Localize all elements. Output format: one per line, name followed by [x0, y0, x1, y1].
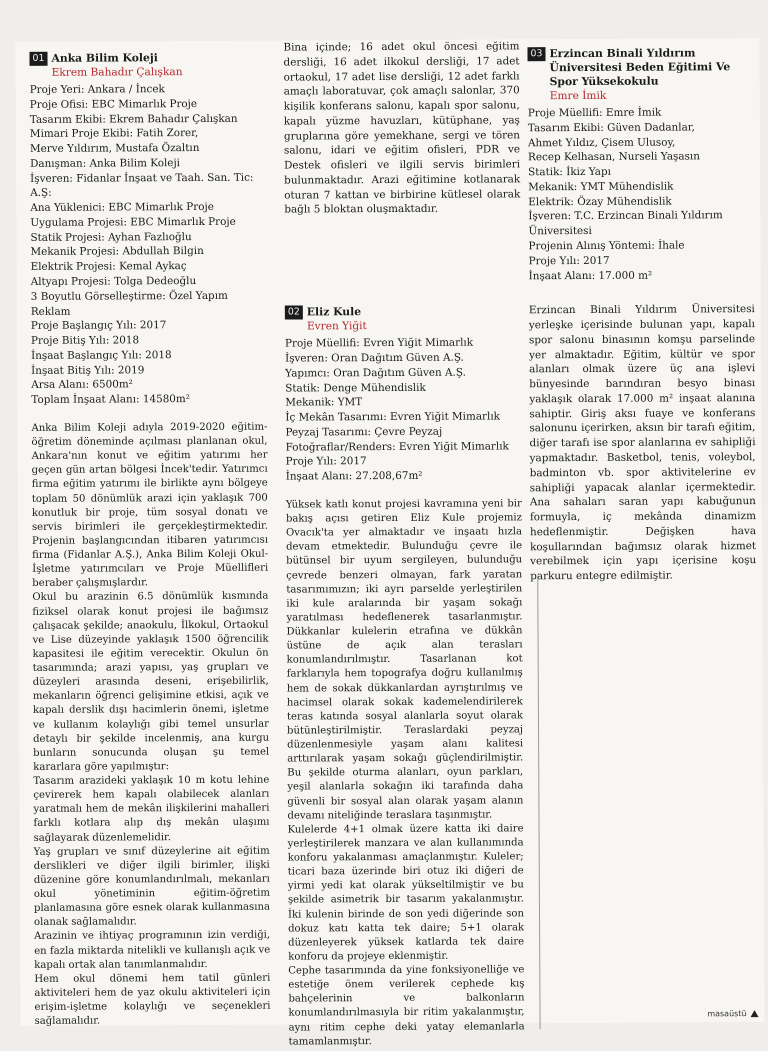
credit-line: Uygulama Projesi: EBC Mimarlık Proje [30, 215, 236, 229]
credit-line: Statik: İkiz Yapı [528, 166, 611, 179]
credit-line: Yapımcı: Oran Dağıtım Güven A.Ş. [285, 366, 466, 380]
credit-line: Tasarım Ekibi: Ekrem Bahadır Çalışkan [29, 112, 238, 126]
project-title: Anka Bilim Koleji [51, 51, 158, 65]
project-03-body [529, 302, 756, 584]
project-03-header [527, 46, 753, 89]
credit-line: Toplam İnşaat Alanı: 14580m² [31, 393, 190, 407]
credit-line: İşveren: T.C. Erzincan Binali Yıldırım Üniversitesi [528, 209, 723, 238]
project-number-badge: 02 [285, 306, 303, 320]
body-paragraph: Yüksek katlı konut projesi kavramına yeni bir bakış açısı getiren Eliz Kule projemiz Ovacık'ta yer almaktadır ve inşaatı hızla devam etmektedir. Bulunduğu çevre ile bütünsel bir uyum sergileyen, bulunduğu çevrede benzeri olmayan, fark yaratan tasarımımızın; iki ayrı parselde yerleştirilen iki kule aralarında bir yaşam sokağı yaratılması hedeflenerek tasarlanmıştır. Dükkanlar kulelerin etrafına ve dükkân üstüne de açık alan terasları konumlandırılmıştır. Tasarlanan kot farklarıyla hem topografya doğru kullanılmış hem de sokak dükkanlardan ayrıştırılmış ve hacimsel olarak sokak kademelendirilerek teras katında sosyal alanlarla soyut olarak bütünleştirilmiştir. Teraslardaki peyzaj düzenlenmesiyle yaşam alanı kalitesi arttırılarak yaşam sokağı güçlendirilmiştir. Bu şekilde oturma alanları, oyun parkları, yeşil alanlarla sokağın iki tarafında daha güvenli bir sosyal alan olarak yaşam alanın devamı niteliğinde teraslara taşınmıştır. [285, 498, 524, 822]
credit-line: İşveren: Oran Dağıtım Güven A.Ş. [285, 351, 464, 365]
credit-line: Proje Müellifi: Emre İmik [527, 106, 662, 120]
body-paragraph: Cephe tasarımında da yine fonksiyonelliğe ve estetiğe önem verilerek cephede kış bahçelerinin ve balkonların konumlandırılmasıyla bir ritim yakalanmıştır, aynı ritim cephe deki yatay elemanlarla tamamlanmıştır. [288, 964, 525, 1048]
project-03-credits [528, 105, 755, 283]
project-number-badge: 01 [29, 52, 47, 66]
credit-line: Statik: Denge Mühendislik [285, 381, 426, 395]
project-author: Ekrem Bahadır Çalışkan [51, 66, 183, 79]
credit-line: Proje Bitiş Yılı: 2018 [30, 334, 140, 347]
credit-line: Recep Kelhasan, Nurseli Yaşasın [528, 150, 700, 164]
body-paragraph: Tasarım arazideki yaklaşık 10 m kotu lehine çevirerek hem kapalı olabilecek alanları yaratmalı hem de mekân ilişkilerini mahalleri farklı kotlara alıp dış mekân ulaşımı sağlayarak düzenlemelidir. [33, 774, 270, 844]
project-title: Erzincan Binali Yıldırım Üniversitesi Beden Eğitimi Ve Spor Yüksekokulu [549, 46, 731, 89]
credit-line: 3 Boyutlu Görselleştirme: Özel Yapım Reklam [30, 289, 228, 318]
credit-line: Ahmet Yıldız, Çisem Ulusoy, [527, 136, 676, 149]
column-right [527, 46, 756, 584]
project-01-credits [30, 82, 268, 408]
credit-line: İç Mekân Tasarımı: Evren Yiğit Mimarlık [285, 410, 500, 424]
credit-line: Statik Projesi: Ayhan Fazlıoğlu [30, 230, 192, 244]
credit-line: Tasarım Ekibi: Güven Dadanlar, [527, 121, 695, 135]
body-paragraph: Erzincan Binali Yıldırım Üniversitesi yerleşke içerisinde bulunan yapı, kapalı spor salonu binasının komşu parselinde yer almaktadır. Eğitim, kültür ve spor alanları olmak üzere üç ana işlevi bünyesinde barındıran besyo binası yaklaşık olarak 17.000 m² inşaat alanına sahiptir. Giriş aksı fuaye ve konferans salonunu içerirken, aksın bir tarafı eğitim, diğer tarafı ise spor alanlarına ev sahipliği yapmaktadır. Basketbol, tenis, voleybol, badminton vb. spor aktivitelerine ev sahipliği yapacak alanlar içermektedir. Ana sahaları saran yapı kabuğunun formuyla, iç mekânda dinamizm hedeflenmiştir. Değişken hava koşullarından bağımsız olarak hizmet verebilmek için yapı içerisine koşu parkuru entegre edilmiştir. [528, 303, 757, 583]
credit-line: Proje Yılı: 2017 [285, 455, 367, 468]
column-middle [283, 39, 524, 1049]
credit-line: Merve Yıldırım, Mustafa Özaltın [29, 142, 200, 156]
body-paragraph: Bina içinde; 16 adet okul öncesi eğitim dersliği, 16 adet ilkokul dersliği, 17 adet ortaokul, 17 adet lise dersliği, 12 adet farklı amaçlı laboratuvar, çok amaçlı salonlar, 370 kişilik konferans salonu, kapalı spor salonu, kapalı yüzme havuzları, kütüphane, yaş gruplarına göre yemekhane, sergi ve tören salonu, idari ve eğitim ofisleri, PDR ve Destek ofisleri ve ilgili servis birimleri bulunmaktadır. Arazi eğitimine kotlanarak oturan 7 kattan ve birbirine kütlesel olarak bağlı 5 bloktan oluşmaktadır. [283, 40, 521, 216]
project-02-credits [285, 336, 522, 485]
triangle-icon [751, 1010, 759, 1017]
project-title: Eliz Kule [306, 305, 362, 319]
credit-line: Mekanik Projesi: Abdullah Bilgin [30, 245, 204, 259]
credit-line: Proje Müellifi: Evren Yiğit Mimarlık [284, 336, 474, 350]
project-01-body [31, 421, 270, 1030]
credit-line: Projenin Alınış Yöntemi: İhale [528, 239, 685, 253]
credit-line: İnşaat Başlangıç Yılı: 2018 [31, 348, 172, 362]
credit-line: Proje Başlangıç Yılı: 2017 [30, 319, 167, 333]
project-author: Emre İmik [549, 89, 607, 103]
credit-line: Altyapı Projesi: Tolga Dedeoğlu [30, 275, 197, 288]
credit-line: Arsa Alanı: 6500m² [31, 378, 133, 392]
body-paragraph: Kulelerde 4+1 olmak üzere katta iki daire yerleştirilerek manzara ve alan kullanımında konforu yakalanması amaçlanmıştır. Kuleler; ticari baza üzerinde biri otuz iki diğeri de yirmi yedi kat olarak yükseltilmiştir ve bu şekilde asimetrik bir tasarım yakalanmıştır. İki kulenin birinde de son yedi diğerinde son dokuz katı katta tek daire; 5+1 olarak düzenleyerek yüksek katlarda tek daire konforu da projeye eklenmiştir. [287, 823, 525, 963]
project-number-badge: 03 [527, 47, 545, 61]
credit-line: Ana Yüklenici: EBC Mimarlık Proje [30, 201, 214, 215]
credit-line: Proje Yılı: 2017 [528, 254, 610, 268]
credit-line: Fotoğraflar/Renders: Evren Yiğit Mimarlık [285, 439, 509, 454]
credit-line: Danışman: Anka Bilim Koleji [30, 156, 181, 170]
body-paragraph: Yaş grupları ve sınıf düzeylerine ait eğitim derslikleri ve diğer ilgili birimler, ilişki düzenine göre konumlandırılmalı, mekanları okul yönetiminin eğitim-öğretim planlamasına göre esnek olarak kullanmasına olanak sağlamalıdır. [33, 845, 270, 929]
body-paragraph: Hem okul dönemi hem tatil günleri aktiviteleri hem de yaz okulu aktiviteleri için erişim-işletme kolaylığı ve seçenekleri sağlamalıdır. [34, 972, 271, 1028]
column-left [29, 51, 270, 1030]
credit-line: İşveren: Fidanlar İnşaat ve Taah. San. Tic: A.Ş: [30, 171, 254, 200]
credit-line: Proje Yeri: Ankara / İncek [29, 83, 165, 96]
credit-line: İnşaat Alanı: 17.000 m² [528, 269, 653, 282]
body-paragraph: Anka Bilim Koleji adıyla 2019-2020 eğitim-öğretim döneminde açılması planlanan okul, Ankara'nın konut ve eğitim yatırımı her geçen gün artan bölgesi İncek'tedir. Yatırımcı firma eğitim yatırımı ile birlikte aynı bölgeye toplam 50 dönümlük arazi için yaklaşık 700 konutluk bir proje, tüm sosyal donatı ve servis birimleri ile gerçekleştirmektedir. Projenin başlangıcından itibaren yatırımcısı firma (Fidanlar A.Ş.), Anka Bilim Koleji Okul-İşletme yatırımcıları ve Proje Müellifleri beraber çalışmışlardır. [31, 421, 269, 590]
project-01-continued [283, 39, 520, 217]
project-02-body [286, 497, 525, 1049]
credit-line: Proje Ofisi: EBC Mimarlık Proje [29, 97, 198, 111]
magazine-name: masaüstü [707, 1009, 747, 1019]
credit-line: Elektrik: Özay Mühendislik [528, 195, 672, 208]
body-paragraph: Arazinin ve ihtiyaç programının izin verdiği, en fazla miktarda nitelikli ve kullanışlı açık ve kapalı ortak alan tanımlanmalıdır. [34, 930, 271, 971]
credit-line: Mekanik: YMT Mühendislik [528, 180, 674, 194]
column-divider [537, 579, 540, 1029]
credit-line: İnşaat Alanı: 27.208,67m² [285, 469, 423, 483]
project-01-header [29, 51, 265, 66]
magazine-page [15, 38, 764, 1048]
credit-line: Elektrik Projesi: Kemal Aykaç [30, 260, 187, 274]
project-02-header [285, 304, 521, 319]
credit-line: İnşaat Bitiş Yılı: 2019 [31, 363, 145, 377]
credit-line: Peyzaj Tasarımı: Çevre Peyzaj [285, 425, 443, 439]
project-author: Evren Yiğit [306, 320, 367, 333]
page-footer [707, 1009, 758, 1018]
body-paragraph: Okul bu arazinin 6.5 dönümlük kısmında fiziksel olarak konut projesi ile bağımsız çalışacak şekilde; anaokulu, İlkokul, Ortaokul ve Lise düzeyinde yaklaşık 1500 öğrencilik kapasitesi ile eğitim verecektir. Okulun ön tasarımında; arazi yapısı, yaş grupları ve düzeyleri arasında deseni, erişebilirlik, mekanların öğrenci gelişimine etkisi, açık ve kapalı derslik dışı hacimlerin önemi, işletme ve kullanım kolaylığı gibi temel unsurlar detaylı bir şekilde incelenmiş, ana kurgu bunların sonucunda oluşan şu temel kararlara göre yapılmıştır: [32, 591, 270, 773]
credit-line: Mimari Proje Ekibi: Fatih Zorer, [29, 127, 199, 141]
credit-line: Mekanik: YMT [285, 396, 363, 409]
